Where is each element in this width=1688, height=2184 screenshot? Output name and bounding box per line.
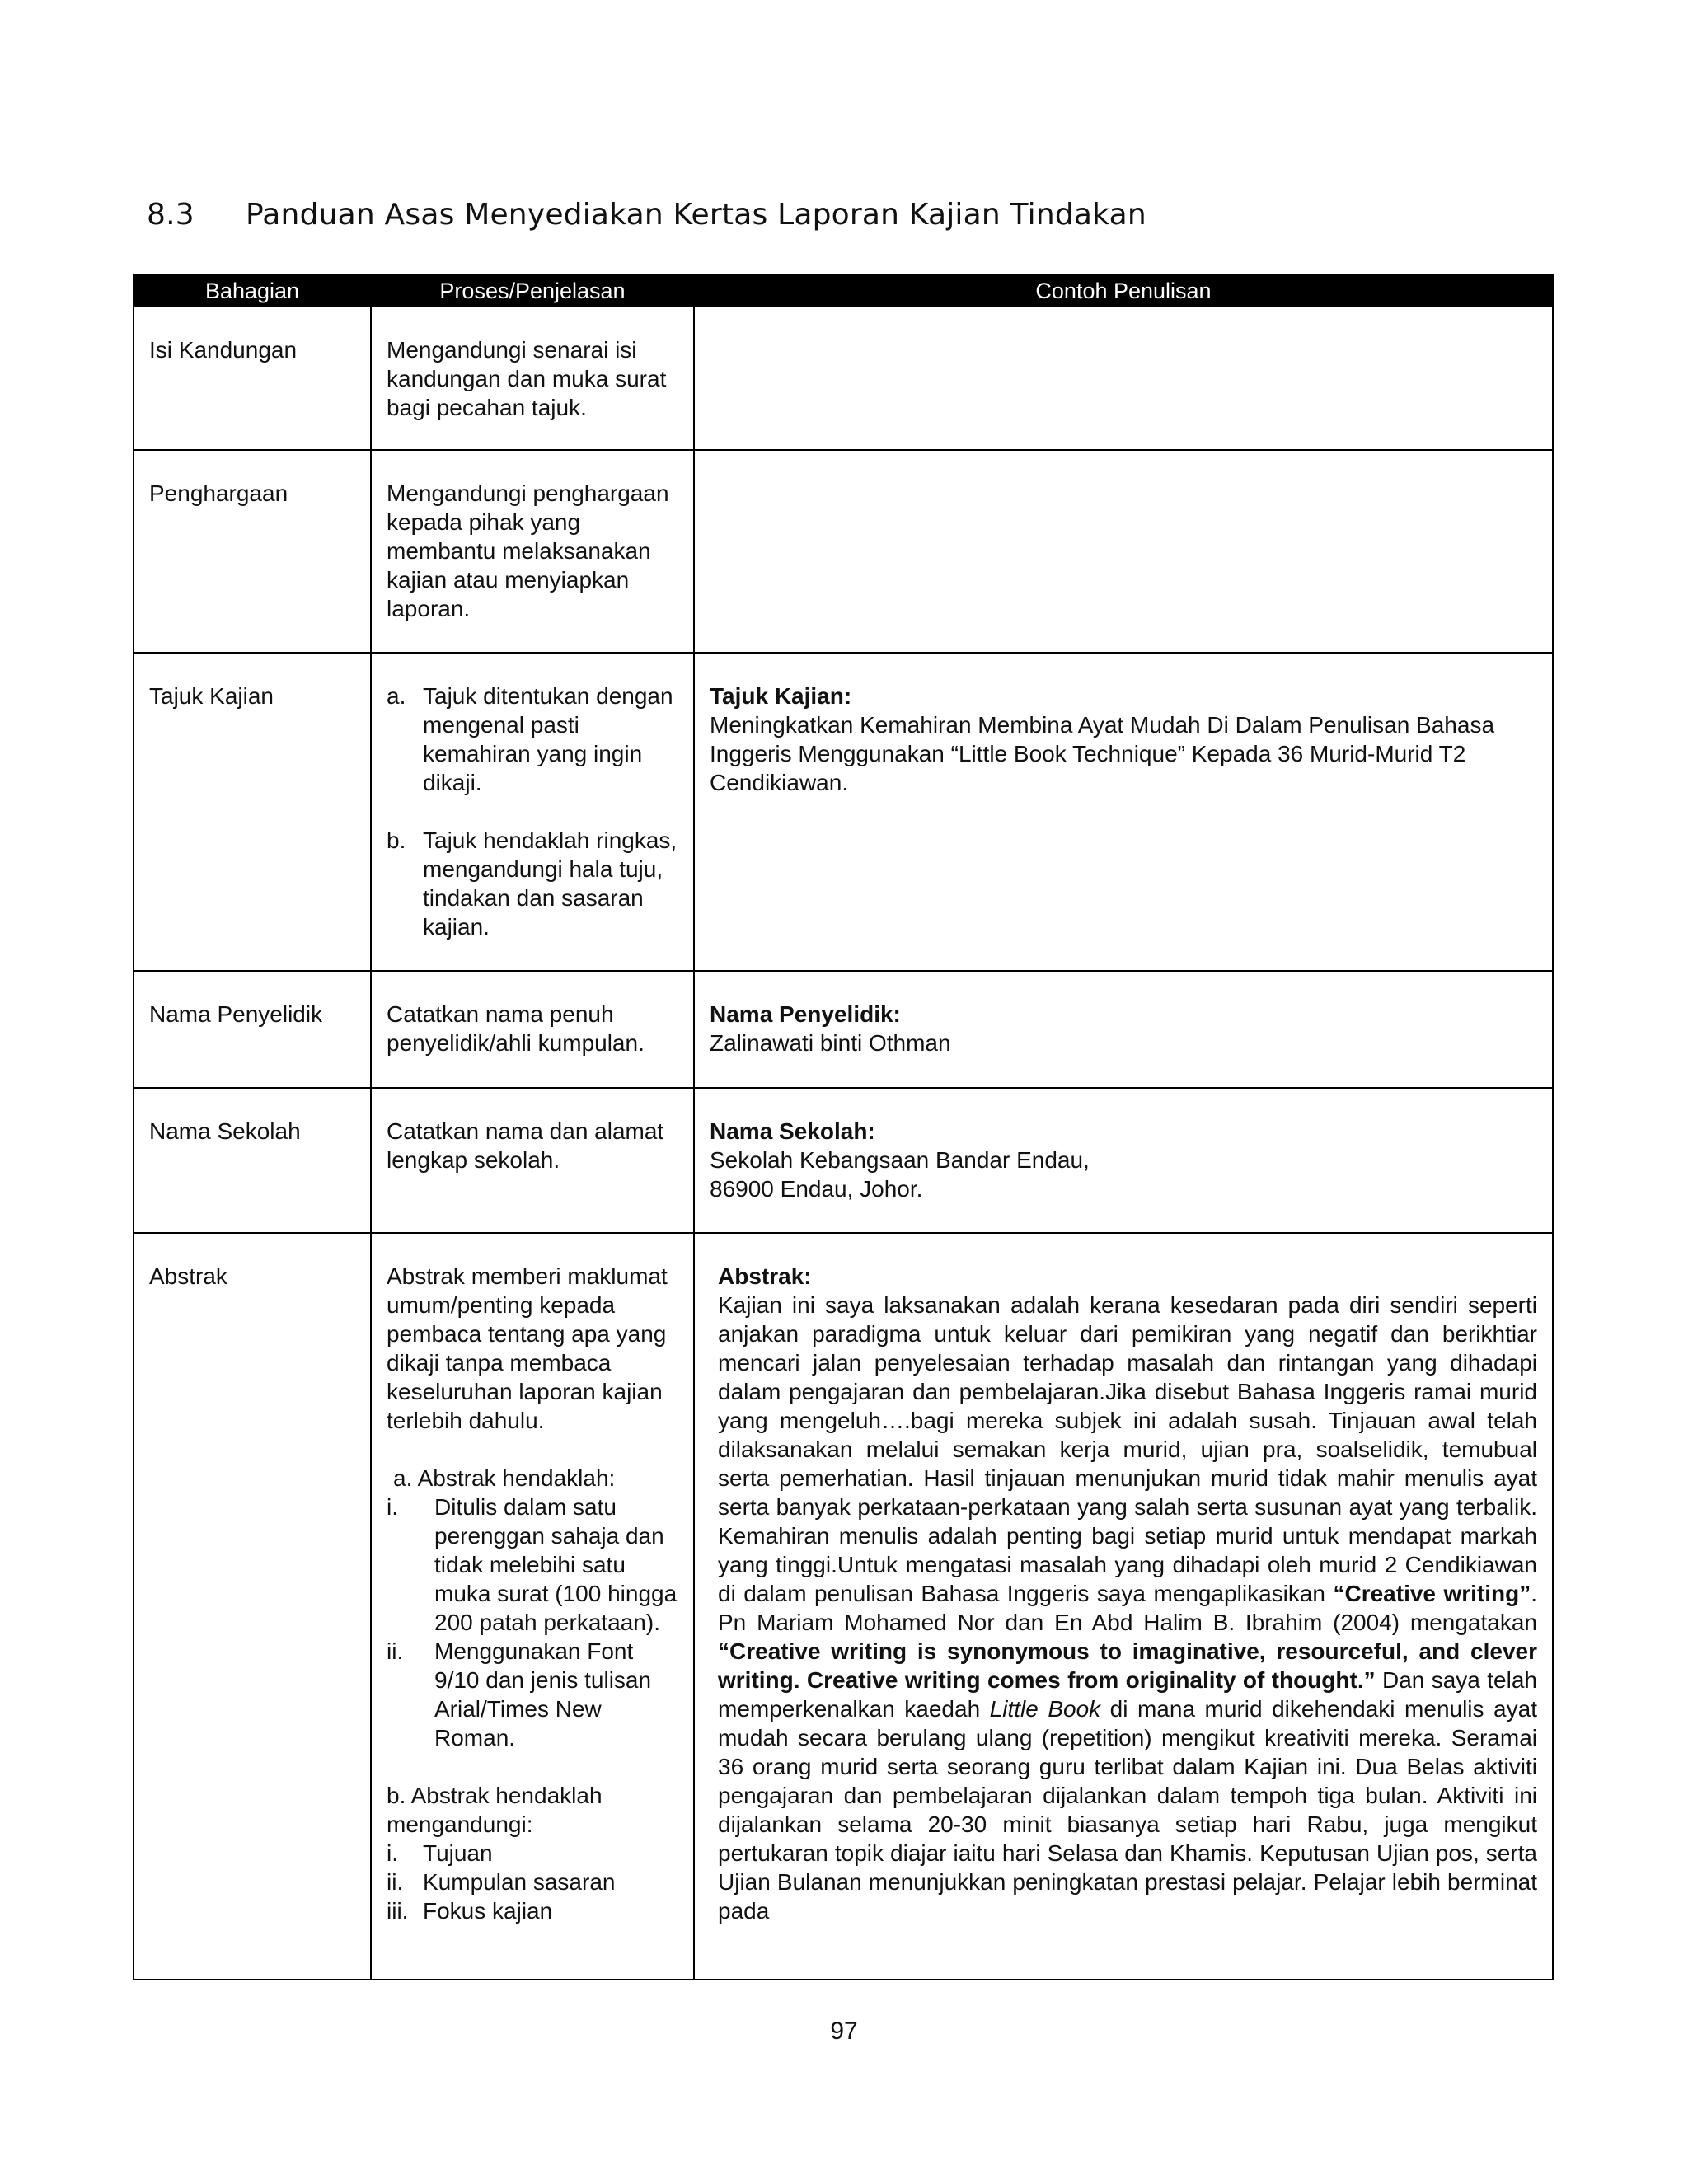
section-number: 8.3 [147, 198, 195, 232]
abstract-b-list [387, 1839, 678, 1925]
list-item [387, 682, 678, 797]
text-run: Kajian ini saya laksanakan adalah kerana kesedaran pada diri sendiri seperti anjakan paradigma untuk keluar dari pemikiran yang negatif dan berikhtiar mencari jalan penyelesaian terhadap masalah dan rintangan yang dihadapi dalam pengajaran dan pembelajaran.Jika disebut Bahasa Inggeris ramai murid yang mengeluh….bagi mereka subjek ini adalah susah. Tinjauan awal telah dilaksanakan melalui semakan kerja murid, ujian pra, soalselidik, temubual serta pemerhatian. Hasil tinjauan menunjukan murid tidak mahir menulis ayat serta banyak perkataan-perkataan yang salah serta susunan ayat yang terbalik. Kemahiran menulis adalah penting bagi setiap murid untuk mendapat markah yang tinggi.Untuk mengatasi masalah yang dihadapi oleh murid 2 Cendikiawan di dalam penulisan Bahasa Inggeris saya mengaplikasikan [718, 1292, 1537, 1606]
example-label: Nama Sekolah: [710, 1118, 875, 1144]
table-header-row [134, 275, 1553, 307]
abstract-example-paragraph [710, 1291, 1537, 1925]
example-cell [694, 971, 1553, 1088]
table-row-nama-penyelidik [134, 971, 1553, 1088]
list-text: Ditulis dalam satu perenggan sahaja dan tidak melebihi satu muka surat (100 hingga 200 patah perkataan). [434, 1494, 678, 1635]
example-line: Sekolah Kebangsaan Bandar Endau, [710, 1147, 1090, 1173]
bold-run: “Creative writing” [1333, 1581, 1531, 1606]
header-proses: Proses/Penjelasan [371, 275, 694, 307]
example-label: Nama Penyelidik: [710, 1001, 901, 1027]
section-cell: Isi Kandungan [134, 307, 371, 450]
example-cell [694, 653, 1553, 971]
section-cell: Abstrak [134, 1233, 371, 1980]
header-bahagian: Bahagian [134, 275, 371, 307]
abstract-a-list [387, 1493, 678, 1752]
abstract-b-heading: b. Abstrak hendaklah mengandungi: [387, 1783, 603, 1837]
table-row-penghargaan [134, 450, 1553, 653]
process-content [387, 1262, 678, 1925]
process-cell [371, 653, 694, 971]
list-spacer [387, 797, 678, 826]
header-contoh: Contoh Penulisan [694, 275, 1553, 307]
list-item [387, 1839, 678, 1868]
section-cell: Tajuk Kajian [134, 653, 371, 971]
list-marker: ii. [387, 1869, 404, 1895]
process-cell: Mengandungi senarai isi kandungan dan muka surat bagi pecahan tajuk. [371, 307, 694, 450]
process-cell: Catatkan nama penuh penyelidik/ahli kumpulan. [371, 971, 694, 1088]
example-cell [694, 307, 1553, 450]
table-row-nama-sekolah [134, 1088, 1553, 1233]
section-title: Panduan Asas Menyediakan Kertas Laporan Kajian Tindakan [246, 198, 1146, 232]
example-cell [694, 1233, 1553, 1980]
page-number: 97 [830, 2018, 858, 2045]
example-content [710, 1262, 1537, 1925]
spacer [387, 1752, 678, 1781]
text-run: Dan saya telah memperkenalkan kaedah [718, 1667, 1537, 1722]
section-cell: Nama Penyelidik [134, 971, 371, 1088]
list-text: Tujuan [423, 1840, 493, 1866]
example-text: Zalinawati binti Othman [710, 1030, 951, 1056]
list-item [387, 1896, 678, 1925]
abstract-intro: Abstrak memberi maklumat umum/penting kepada pembaca tentang apa yang dikaji tanpa membaca keseluruhan laporan kajian terlebih dahulu. [387, 1263, 668, 1433]
table-row-abstrak [134, 1233, 1553, 1980]
example-cell [694, 450, 1553, 653]
section-cell: Penghargaan [134, 450, 371, 653]
example-label: Tajuk Kajian: [710, 683, 852, 709]
example-label: Abstrak: [718, 1263, 812, 1289]
abstract-a-heading: a. Abstrak hendaklah: [393, 1465, 616, 1491]
spacer [387, 1435, 678, 1464]
process-cell [371, 1233, 694, 1980]
list-text: Fokus kajian [423, 1898, 553, 1924]
list-text: Menggunakan Font 9/10 dan jenis tulisan Arial/Times New Roman. [434, 1638, 652, 1750]
text-run: . Pn Mariam Mohamed Nor dan En Abd Halim B. Ibrahim (2004) mengatakan [718, 1581, 1537, 1635]
process-cell: Mengandungi penghargaan kepada pihak yang membantu melaksanakan kajian atau menyiapkan laporan. [371, 450, 694, 653]
italic-run: Little Book [989, 1696, 1101, 1722]
list-marker: ii. [387, 1638, 404, 1664]
list-marker: iii. [387, 1898, 409, 1924]
example-cell [694, 1088, 1553, 1233]
list-marker: i. [387, 1494, 398, 1520]
list-text: Kumpulan sasaran [423, 1869, 616, 1895]
list-item [387, 826, 678, 941]
list-item [387, 1868, 678, 1896]
process-cell: Catatkan nama dan alamat lengkap sekolah. [371, 1088, 694, 1233]
list-item [387, 1637, 678, 1752]
table-row-isi-kandungan [134, 307, 1553, 450]
example-text: Meningkatkan Kemahiran Membina Ayat Mudah Di Dalam Penulisan Bahasa Inggeris Menggunakan “Little Book Technique” Kepada 36 Murid-Murid T2 Cendikiawan. [710, 712, 1495, 795]
text-run: di mana murid dikehendaki menulis ayat mudah secara berulang ulang (repetition) mengikut kreativiti mereka. Seramai 36 orang murid serta seorang guru terlibat dalam Kajian ini. Dua Belas aktiviti pengajaran dan pembelajaran dijalankan dalam tempoh tiga bulan. Aktiviti ini dijalankan selama 20-30 minit biasanya setiap hari Rabu, juga mengikut pertukaran topik diajar iaitu hari Selasa dan Khamis. Keputusan Ujian pos, serta Ujian Bulanan menunjukkan peningkatan prestasi pelajar. Pelajar lebih berminat pada [718, 1696, 1537, 1924]
list-text: Tajuk ditentukan dengan mengenal pasti kemahiran yang ingin dikaji. [423, 683, 673, 795]
list-marker: a. [387, 683, 406, 709]
list-text: Tajuk hendaklah ringkas, mengandungi hala tuju, tindakan dan sasaran kajian. [423, 827, 678, 940]
list-marker: b. [387, 827, 406, 853]
report-guide-table [133, 274, 1554, 1980]
process-list [387, 682, 678, 941]
table-row-tajuk-kajian [134, 653, 1553, 971]
section-cell: Nama Sekolah [134, 1088, 371, 1233]
bold-quote: “Creative writing is synonymous to imaginative, resourceful, and clever writing. Creative writing comes from originality of thought.” [718, 1638, 1537, 1693]
list-marker: i. [387, 1840, 398, 1866]
example-line: 86900 Endau, Johor. [710, 1176, 923, 1202]
list-item [387, 1493, 678, 1637]
section-heading [147, 198, 1146, 232]
